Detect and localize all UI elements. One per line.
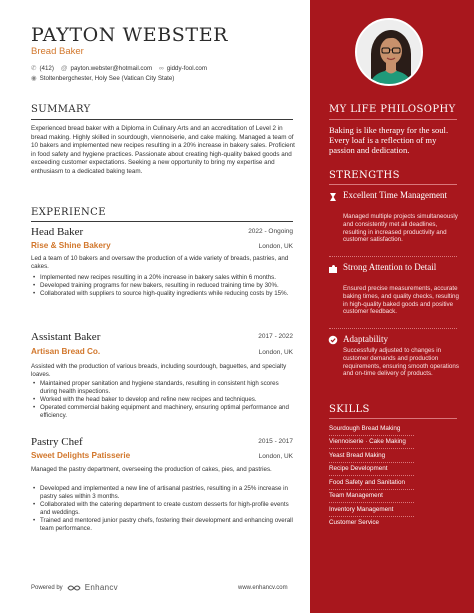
- job-bullets: [31, 485, 293, 533]
- phone-text: (412): [39, 64, 54, 72]
- skill-divider: [329, 448, 414, 449]
- job-description: Managed the pastry department, overseeing the production of cakes, pies, and pastries.: [31, 466, 272, 473]
- strengths-heading: STRENGTHS: [329, 170, 400, 181]
- skill-item: Inventory Management: [329, 506, 394, 513]
- contact-row-2: [31, 74, 174, 82]
- job-location: London, UK: [258, 243, 293, 250]
- footer-url[interactable]: www.enhancv.com: [238, 585, 288, 591]
- skill-divider: [329, 462, 414, 463]
- skill-item: Sourdough Bread Making: [329, 425, 401, 432]
- strength-title: Strong Attention to Detail: [343, 262, 437, 272]
- badge-check-icon: [328, 335, 338, 345]
- job-bullet: • Developed and implemented a new line of artisanal pastries, resulting in a 25% increase in pastry sales within 3 months.: [31, 485, 293, 501]
- job-bullet: • Implemented new recipes resulting in a 20% increase in bakery sales within 6 months.: [31, 274, 293, 282]
- job-company: Rise & Shine Bakery: [31, 241, 111, 250]
- skill-divider: [329, 475, 414, 476]
- strength-divider: [329, 256, 457, 257]
- job-title: Head Baker: [31, 226, 84, 238]
- strength-description: Ensured precise measurements, accurate baking times, and quality checks, resulting in high-quality baked goods and positive customer feedback.: [343, 285, 459, 316]
- skills-divider: [329, 418, 457, 419]
- job-bullets: [31, 274, 293, 298]
- phone-icon: ✆: [31, 65, 37, 72]
- skill-item: Team Management: [329, 492, 383, 499]
- job-bullet: • Trained and mentored junior pastry chefs, fostering their development and enhancing overall team performance.: [31, 517, 293, 533]
- job-date: 2015 - 2017: [258, 438, 293, 445]
- skill-item: Recipe Development: [329, 465, 388, 472]
- powered-by-label: Powered by: [31, 584, 63, 591]
- job-company: Sweet Delights Patisserie: [31, 451, 131, 460]
- contact-row-1: [31, 64, 207, 72]
- job-bullet: • Maintained proper sanitation and hygiene standards, resulting in consistent high scores during health inspections.: [31, 380, 293, 396]
- summary-text: Experienced bread baker with a Diploma in Culinary Arts and an accreditation of Level 2 in bread making. Highly skilled in sourdough, viennoiserie, and cake making. Managed a team of 10 bakers and implemented new recipes resulting in a 20% increase in bakery sales. Proficient in food safety and hygiene practices. Passionate about creating high-quality baked goods and exceeding customer expectations. Seeking a new opportunity to bring my expertise and enthusiasm to a dedicated baking team.: [31, 125, 295, 175]
- job-bullet: • Worked with the head baker to develop and refine new recipes and techniques.: [31, 396, 293, 404]
- philosophy-divider: [329, 119, 457, 120]
- strengths-divider: [329, 184, 457, 185]
- job-location: London, UK: [258, 453, 293, 460]
- job-bullets: [31, 380, 293, 420]
- skill-divider: [329, 489, 414, 490]
- strength-description: Successfully adjusted to changes in customer demands and production requirements, ensuring smooth operations and on-time delivery of products.: [343, 347, 459, 378]
- strength-divider: [329, 328, 457, 329]
- job-description: Assisted with the production of various breads, including sourdough, baguettes, and specialty loaves.: [31, 363, 287, 378]
- link-icon: ∞: [159, 64, 164, 72]
- philosophy-text: Baking is like therapy for the soul. Every loaf is a reflection of my passion and dedication.: [329, 125, 449, 155]
- philosophy-heading: MY LIFE PHILOSOPHY: [329, 104, 456, 115]
- summary-heading: SUMMARY: [31, 104, 91, 115]
- candidate-role: Bread Baker: [31, 46, 84, 57]
- job-company: Artisan Bread Co.: [31, 347, 101, 356]
- brand-name[interactable]: Enhancv: [84, 583, 118, 592]
- experience-heading: EXPERIENCE: [31, 207, 106, 218]
- hourglass-icon: [328, 192, 338, 202]
- location-text: Stoltenbergchester, Holy See (Vatican City State): [39, 74, 175, 82]
- skill-divider: [329, 502, 414, 503]
- candidate-name: PAYTON WEBSTER: [31, 24, 229, 46]
- email-text[interactable]: payton.webster@hotmail.com: [70, 64, 153, 72]
- email-icon: @: [60, 64, 68, 72]
- strength-description: Managed multiple projects simultaneously and consistently met all deadlines, resulting in increased productivity and customer satisfaction.: [343, 213, 458, 244]
- job-bullet: • Developed training programs for new bakers, resulting in reduced training time by 30%.: [31, 282, 293, 290]
- footer-branding: [31, 583, 118, 592]
- job-bullet: • Operated commercial baking equipment and machinery, ensuring optimal performance and efficiency.: [31, 404, 293, 420]
- job-bullet: • Collaborated with suppliers to source high-quality ingredients while reducing costs by 15%.: [31, 290, 293, 298]
- enhancv-logo-icon: [67, 584, 81, 592]
- profile-photo: [355, 18, 423, 86]
- summary-divider: [31, 119, 293, 120]
- skill-divider: [329, 435, 414, 436]
- job-date: 2022 - Ongoing: [248, 228, 293, 235]
- skill-item: Customer Service: [329, 519, 380, 526]
- experience-divider: [31, 221, 293, 222]
- skill-item: Yeast Bread Making: [329, 452, 386, 459]
- job-description: Led a team of 10 bakers and oversaw the production of a wide variety of breads, pastries, and cakes.: [31, 255, 289, 270]
- website-text[interactable]: giddy-fool.com: [166, 64, 208, 72]
- skill-divider: [329, 516, 414, 517]
- strength-title: Excellent Time Management: [343, 190, 447, 200]
- job-location: London, UK: [258, 349, 293, 356]
- job-bullet: • Collaborated with the catering department to create custom desserts for high-profile events and weddings.: [31, 501, 293, 517]
- job-date: 2017 - 2022: [258, 333, 293, 340]
- skill-item: Food Safety and Sanitation: [329, 479, 405, 486]
- job-title: Assistant Baker: [31, 331, 101, 343]
- strength-title: Adaptability: [343, 334, 388, 344]
- location-icon: ◉: [31, 75, 37, 82]
- job-title: Pastry Chef: [31, 436, 83, 448]
- skill-item: Viennoiserie · Cake Making: [329, 438, 406, 445]
- puzzle-icon: [328, 264, 338, 274]
- skills-heading: SKILLS: [329, 404, 370, 415]
